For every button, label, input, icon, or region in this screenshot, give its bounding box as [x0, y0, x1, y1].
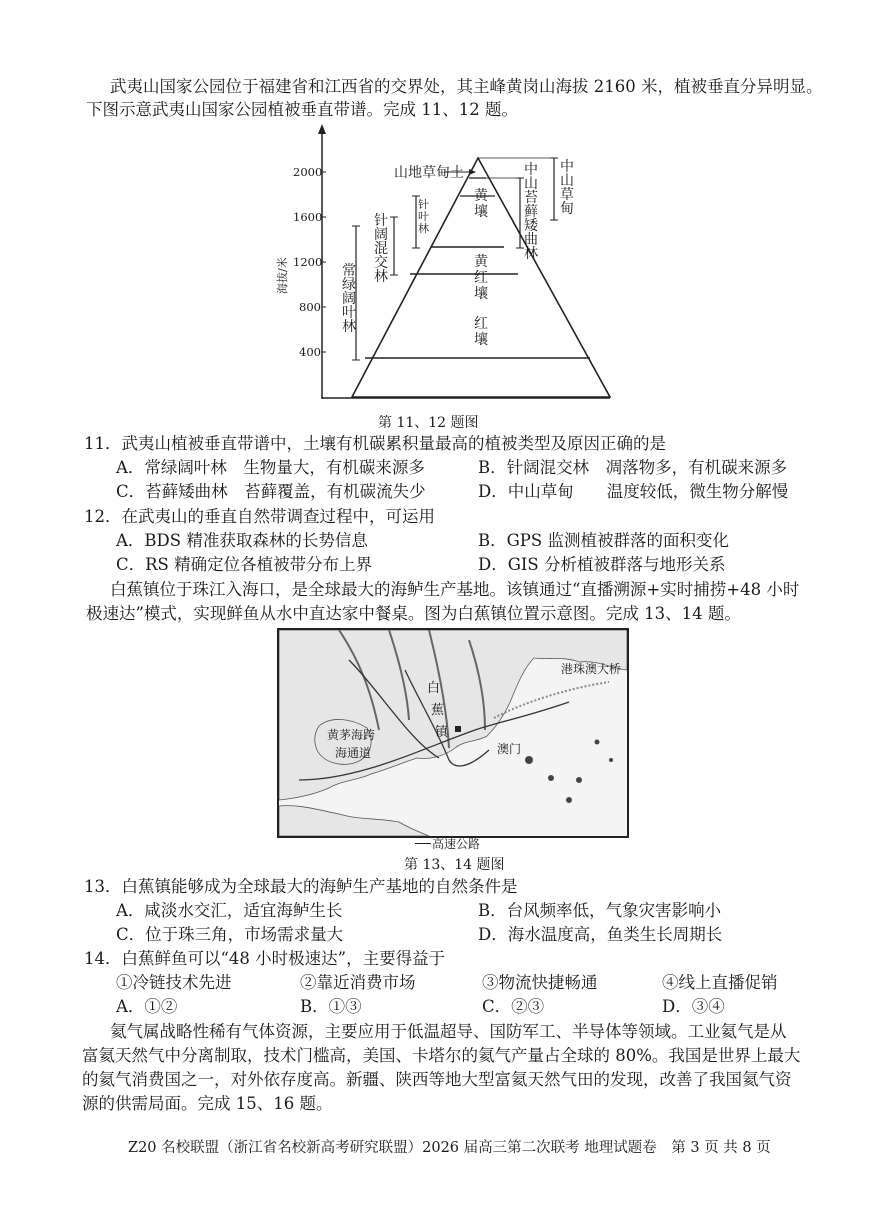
- q12-option-d: D．GIS 分析植被群落与地形关系: [478, 555, 726, 574]
- q14-option-d: D．③④: [662, 997, 725, 1016]
- label-bridge: 港珠澳大桥: [561, 662, 622, 676]
- intro3-line3: 的氦气消费国之一，对外依存度高。新疆、陕西等地大型富氦天然气田的发现，改善了我国氦气资: [82, 1070, 792, 1089]
- label-tunnel-1: 黄茅海跨: [327, 728, 376, 742]
- q11-option-d: D．中山草甸 温度较低，微生物分解慢: [478, 482, 789, 501]
- q11-option-a: A．常绿阔叶林 生物量大，有机碳来源多: [116, 458, 425, 477]
- q13-option-d: D．海水温度高，鱼类生长周期长: [478, 925, 723, 944]
- label-yellow-soil: 黄壤: [474, 188, 488, 220]
- q11-option-c: C．苔藓矮曲林 苔藓覆盖，有机碳流失少: [116, 482, 426, 501]
- q13-option-b: B．台风频率低，气象灾害影响小: [478, 901, 722, 920]
- y-axis-arrow: [318, 124, 326, 134]
- label-macau: 澳门: [497, 742, 522, 756]
- label-moss-forest: 中山苔藓矮曲林: [524, 162, 538, 262]
- q14-stem: 14．白蕉鲜鱼可以“48 小时极速达”，主要得益于: [84, 949, 446, 968]
- land-south: [279, 806, 429, 836]
- q14-option-c: C．②③: [482, 997, 545, 1016]
- q14-item-4: ④线上直播促销: [662, 973, 778, 992]
- label-meadow: 中山草甸: [560, 159, 574, 217]
- intro1-line1: 武夷山国家公园位于福建省和江西省的交界处，其主峰黄岗山海拔 2160 米，植被垂直分异明显。: [110, 77, 823, 96]
- intro3-line1: 氦气属战略性稀有气体资源，主要应用于低温超导、国防军工、半导体等领域。工业氦气是从: [110, 1022, 787, 1041]
- q14-item-2: ②靠近消费市场: [300, 973, 416, 992]
- label-evergreen: 常绿阔叶林: [342, 263, 356, 335]
- tick-1200: 1200: [293, 255, 323, 269]
- figure1-caption: 第 11、12 题图: [378, 415, 479, 431]
- label-town-2: 蕉: [431, 703, 445, 718]
- land-north: [279, 630, 627, 800]
- q12-stem: 12．在武夷山的垂直自然带调查过程中，可运用: [84, 507, 435, 526]
- q14-item-1: ①冷链技术先进: [116, 973, 232, 992]
- q11-stem: 11．武夷山植被垂直带谱中，土壤有机碳累积量最高的植被类型及原因正确的是: [84, 434, 666, 453]
- label-mixed-forest: 针阔混交林: [374, 213, 388, 285]
- q11-option-b: B．针阔混交林 凋落物多，有机碳来源多: [478, 458, 788, 477]
- intro2-line2: 极速达”模式，实现鲜鱼从水中直达家中餐桌。图为白蕉镇位置示意图。完成 13、14 题。: [86, 604, 741, 623]
- intro3-line2: 富氦天然气中分离制取，技术门槛高，美国、卡塔尔的氦气产量占全球的 80%。我国是世界上最大: [82, 1046, 801, 1065]
- baijiao-location-map: [277, 628, 629, 838]
- label-tunnel-2: 海通道: [335, 746, 372, 760]
- q12-option-b: B．GPS 监测植被群落的面积变化: [478, 531, 729, 550]
- intro3-line4: 源的供需局面。完成 15、16 题。: [82, 1094, 333, 1113]
- label-yellow-red-soil: 黄红壤: [474, 254, 488, 302]
- tick-1600: 1600: [293, 210, 323, 224]
- q12-option-a: A．BDS 精准获取森林的长势信息: [116, 531, 368, 550]
- q14-option-b: B．①③: [300, 997, 362, 1016]
- q12-option-c: C．RS 精确定位各植被带分布上界: [116, 555, 373, 574]
- figure2-caption: 第 13、14 题图: [404, 857, 505, 873]
- tick-800: 800: [299, 300, 321, 314]
- label-town-1: 白: [427, 681, 441, 696]
- legend-highway: 高速公路: [432, 837, 481, 851]
- label-meadow-soil: 山地草甸土: [394, 165, 464, 181]
- legend-line: [415, 843, 431, 844]
- label-conifer: 针叶林: [418, 198, 429, 235]
- intro1-line2: 下图示意武夷山国家公园植被垂直带谱。完成 11、12 题。: [86, 100, 518, 119]
- q13-stem: 13．白蕉镇能够成为全球最大的海鲈生产基地的自然条件是: [84, 877, 518, 896]
- page-footer: Z20 名校联盟（浙江省名校新高考研究联盟）2026 届高三第二次联考 地理试题卷 第 3 页 共 8 页: [128, 1140, 771, 1156]
- y-axis-label: 海拔/米: [276, 257, 289, 294]
- q13-option-c: C．位于珠三角，市场需求量大: [116, 925, 344, 944]
- q14-option-a: A．①②: [116, 997, 178, 1016]
- label-red-soil: 红壤: [474, 316, 488, 348]
- label-town-3: 镇: [435, 725, 449, 740]
- q13-option-a: A．咸淡水交汇，适宜海鲈生长: [116, 901, 343, 920]
- q14-item-3: ③物流快捷畅通: [482, 973, 598, 992]
- town-marker: [455, 726, 461, 732]
- tick-2000: 2000: [293, 165, 323, 179]
- intro2-line1: 白蕉镇位于珠江入海口，是全球最大的海鲈生产基地。该镇通过“直播溯源+实时捕捞+48 小时: [110, 580, 800, 599]
- tick-400: 400: [299, 345, 321, 359]
